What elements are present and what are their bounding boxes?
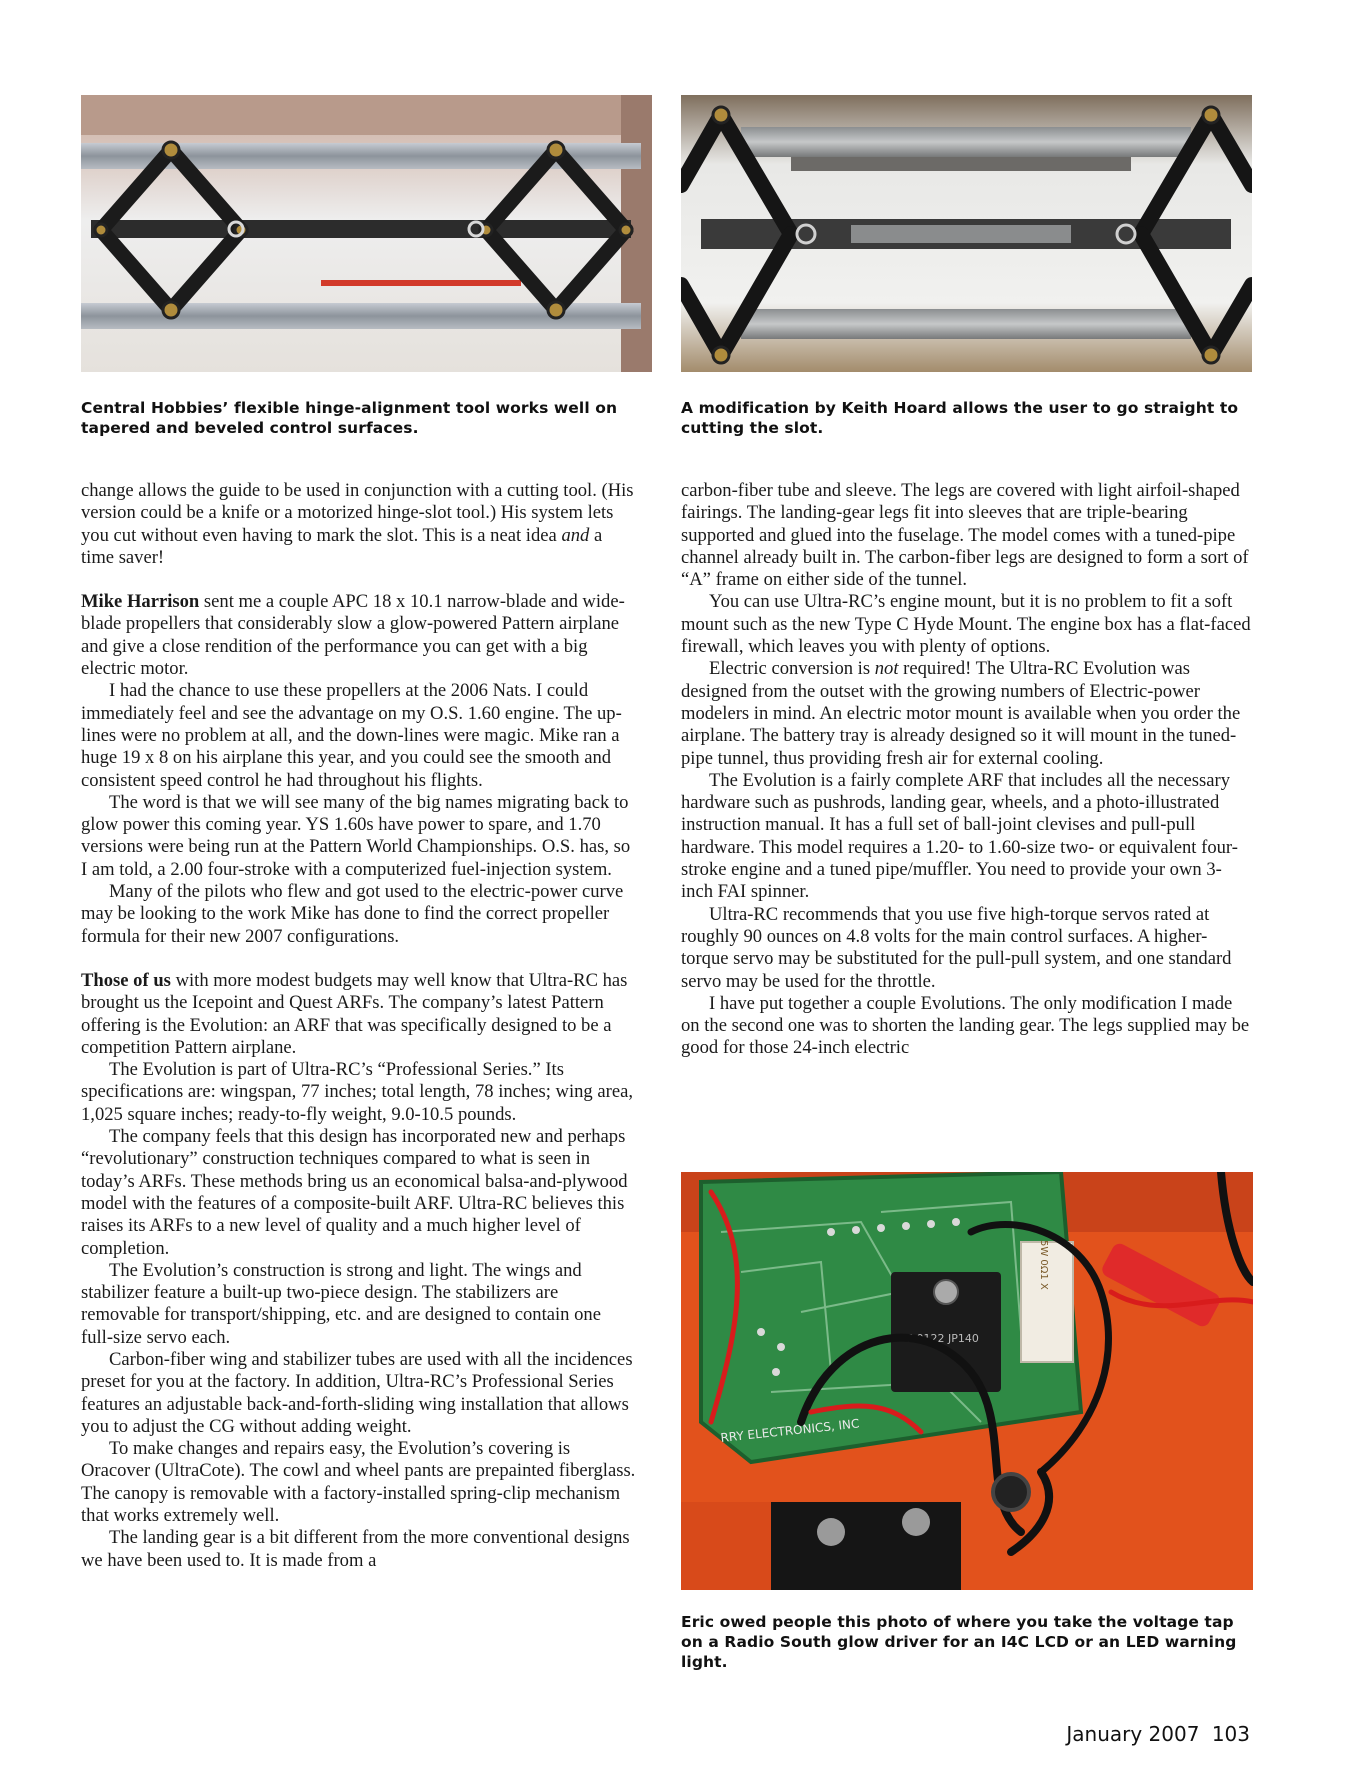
board-chip-label: 7 0122 JP140 [906, 1332, 979, 1345]
paragraph: You can use Ultra-RC’s engine mount, but it is no problem to fit a soft mount such as the new Type C Hyde Mount. The engine box has a flat-faced firewall, which leaves you with plenty of options. [681, 591, 1251, 658]
paragraph: Carbon-fiber wing and stabilizer tubes are used with all the incidences preset for you at the factory. In addition, Ultra-RC’s Professional Series features an adjustable back-and-forth-sliding wing installation that allows you to adjust the CG without adding weight. [81, 1348, 633, 1437]
photo-modified-hinge-slot-tool [681, 95, 1252, 372]
paragraph: Ultra-RC recommends that you use five high-torque servos rated at roughly 90 ounces on 4.8 volts for the main control surfaces. A higher-torque servo may be substituted for the pull-pull system, and one standard servo may be used for the throttle. [681, 903, 1232, 992]
caption-photo-1: Central Hobbies’ flexible hinge-alignment tool works well on tapered and beveled control surfaces. [81, 399, 618, 437]
right-column [681, 480, 1253, 1060]
paragraph: change allows the guide to be used in conjunction with a cutting tool. (His version could be a knife or a motorized hinge-slot tool.) His system lets you cut without even having to mark the slot. This is a neat idea and a time saver! [81, 480, 634, 568]
paragraph: The Evolution is part of Ultra-RC’s “Professional Series.” Its specifications are: wingspan, 77 inches; total length, 78 inches; wing area, 1,025 square inches; ready-to-fly weight, 9.0-10.5 pounds. [81, 1059, 633, 1125]
paragraph: The Evolution’s construction is strong and light. The wings and stabilizer feature a built-up two-piece design. The stabilizers are removable for transport/shipping, etc. and are designed to contain one full-size servo each. [81, 1259, 601, 1348]
photo-hinge-alignment-tool [81, 95, 652, 372]
board-resistor-label: 5W 0Ω1 X [1038, 1240, 1049, 1290]
paragraph: The company feels that this design has incorporated new and perhaps “revolutionary” construction techniques compared to what is seen in today’s ARFs. These methods bring us an economical balsa-and-plywood model with the features of a composite-built ARF. Ultra-RC believes this raises its ARFs to a new level of quality and a much higher level of completion. [81, 1126, 628, 1259]
paragraph: Those of us with more modest budgets may well know that Ultra-RC has brought us the Icepoint and Quest ARFs. The company’s latest Pattern offering is the Evolution: an ARF that was specifically designed to be a competition Pattern airplane. [81, 969, 628, 1058]
paragraph: Many of the pilots who flew and got used to the electric-power curve may be looking to the work Mike has done to find the correct propeller formula for their new 2007 configurations. [81, 881, 624, 947]
board-maker-label: RRY ELECTRONICS, INC [719, 1416, 860, 1445]
caption-photo-2: A modification by Keith Hoard allows the user to go straight to cutting the slot. [681, 399, 1239, 437]
paragraph: carbon-fiber tube and sleeve. The legs are covered with light airfoil-shaped fairings. The landing-gear legs fit into sleeves that are triple-bearing supported and glued into the fuselage. The model comes with a tuned-pipe channel already built in. The carbon-fiber legs are designed to form a sort of “A” frame on either side of the tunnel. [681, 480, 1249, 591]
paragraph: I had the chance to use these propellers at the 2006 Nats. I could immediately feel and see the advantage on my O.S. 1.60 engine. The up-lines were no problem at all, and the down-lines were magic. Mike ran a huge 19 x 8 on his airplane this year, and you could see the smooth and consistent speed control he had throughout his flights. [81, 680, 622, 791]
paragraph: The Evolution is a fairly complete ARF that includes all the necessary hardware such as pushrods, landing gear, wheels, and a photo-illustrated instruction manual. It has a full set of ball-joint clevises and pull-pull hardware. This model requires a 1.20- to 1.60-size two- or equivalent four-stroke engine and a tuned pipe/muffler. You need to provide your own 3-inch FAI spinner. [681, 769, 1238, 903]
page-number: 103 [1211, 1722, 1250, 1746]
paragraph: To make changes and repairs easy, the Evolution’s covering is Oracover (UltraCote). The cowl and wheel pants are prepainted fiberglass. The canopy is removable with a factory-installed spring-clip mechanism that works extremely well. [81, 1438, 636, 1527]
paragraph: I have put together a couple Evolutions. The only modification I made on the second one was to shorten the landing gear. The legs supplied may be good for those 24-inch electric [681, 992, 1250, 1059]
paragraph: Electric conversion is not required! The Ultra-RC Evolution was designed from the outset with the growing numbers of Electric-power modelers in mind. An electric motor mount is available when you order the airplane. The battery tray is already designed so it will mount in the tuned-pipe tunnel, thus providing fresh air for external cooling. [681, 658, 1241, 769]
photo-glow-driver-board [681, 1172, 1253, 1590]
caption-photo-3: Eric owed people this photo of where you take the voltage tap on a Radio South glow driver for an I4C LCD or an LED warning light. [681, 1613, 1237, 1671]
left-column [81, 480, 636, 1572]
paragraph: The landing gear is a bit different from the more conventional designs we have been used to. It is made from a [81, 1527, 630, 1571]
page-footer [1066, 1722, 1250, 1746]
paragraph: The word is that we will see many of the big names migrating back to glow power this coming year. YS 1.60s have power to spare, and 1.70 versions were being run at the Pattern World Championships. O.S. has, so I am told, a 2.00 four-stroke with a computerized fuel-injection system. [81, 791, 631, 880]
paragraph: Mike Harrison sent me a couple APC 18 x 10.1 narrow-blade and wide-blade propellers that considerably slow a glow-powered Pattern airplane and give a close rendition of the performance you can get with a big electric motor. [81, 591, 625, 680]
issue-date: January 2007 [1066, 1722, 1200, 1746]
